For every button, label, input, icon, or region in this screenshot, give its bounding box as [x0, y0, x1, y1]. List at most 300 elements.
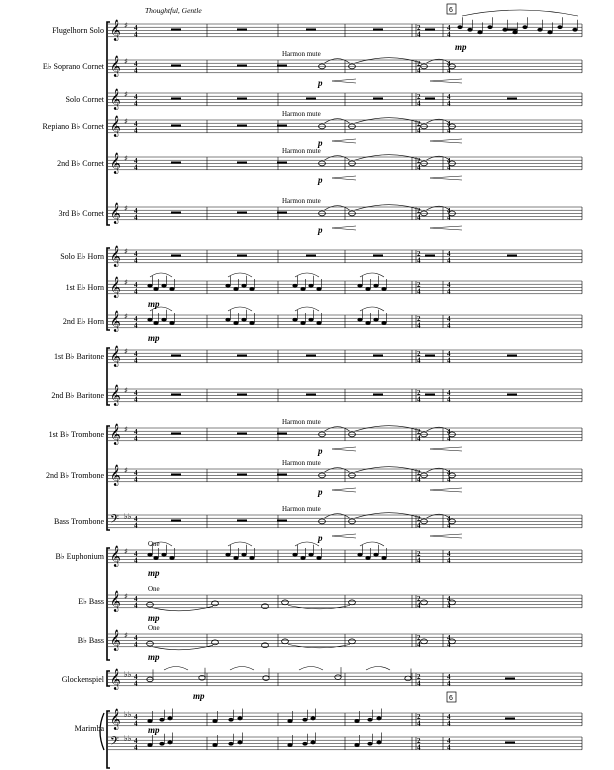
time-sig-return-bottom: 4	[447, 213, 451, 222]
treble-clef-icon: 𝄞	[110, 116, 121, 137]
time-sig-return-top: 4	[447, 713, 451, 721]
whole-rest-icon	[277, 211, 287, 213]
note-head	[522, 25, 527, 29]
crescendo-hairpin	[332, 447, 356, 451]
note-head	[365, 287, 370, 291]
time-sig-return-top: 4	[447, 673, 451, 681]
note-head	[241, 318, 246, 322]
crescendo-hairpin	[332, 226, 356, 230]
treble-clef-icon: 𝄞	[110, 385, 121, 406]
performance-annotation: Harmon mute	[282, 505, 321, 513]
time-sig-top: 4	[134, 120, 138, 128]
note-head	[169, 321, 174, 325]
time-sig-return-top: 4	[447, 24, 451, 32]
sharp-icon: ♯	[124, 21, 128, 30]
time-sig-change-bottom: 4	[417, 356, 421, 365]
dynamic-marking: mp	[148, 652, 160, 662]
time-sig-return-bottom: 4	[447, 743, 451, 752]
instrument-label: E♭ Bass	[78, 597, 104, 606]
sharp-icon: ♯	[124, 312, 128, 321]
staff-systems	[100, 10, 582, 768]
time-sig-return-bottom: 4	[447, 601, 451, 610]
treble-clef-icon: 𝄞	[110, 669, 121, 690]
sharp-icon: ♯	[124, 117, 128, 126]
slur	[295, 273, 319, 277]
time-sig-top: 4	[134, 634, 138, 642]
note-head	[249, 556, 254, 560]
time-sig-return-top: 4	[447, 157, 451, 165]
treble-clef-icon: 𝄞	[110, 591, 121, 612]
time-sig-top: 4	[134, 24, 138, 32]
slur	[228, 542, 252, 546]
time-sig-top: 4	[134, 595, 138, 603]
time-sig-bottom: 4	[134, 679, 138, 688]
time-sig-change-bottom: 4	[417, 163, 421, 172]
time-sig-change-top: 2	[417, 350, 421, 358]
instrument-label: 1st E♭ Horn	[65, 283, 104, 292]
time-sig-change-bottom: 4	[417, 434, 421, 443]
staff-solo-cornet	[108, 89, 582, 110]
note-head	[357, 553, 362, 557]
staff-repiano-b-cornet	[108, 110, 582, 148]
slur	[360, 542, 384, 546]
performance-annotation: One	[148, 585, 160, 593]
time-sig-bottom: 4	[134, 66, 138, 75]
note-head	[292, 318, 297, 322]
time-sig-return-bottom: 4	[447, 126, 451, 135]
treble-clef-icon: 𝄞	[110, 89, 121, 110]
instrument-label: 2nd E♭ Horn	[62, 317, 104, 326]
note-head	[547, 30, 552, 34]
dynamic-marking: mp	[148, 613, 160, 623]
treble-clef-icon: 𝄞	[110, 277, 121, 298]
dynamic-marking: mp	[455, 42, 467, 52]
whole-rest-icon	[505, 677, 515, 679]
sharp-icon: ♯	[124, 204, 128, 213]
dynamic-marking: p	[318, 225, 323, 235]
whole-rest-icon	[171, 97, 181, 99]
staff-1st-b-baritone	[108, 346, 582, 367]
time-sig-return-bottom: 4	[447, 287, 451, 296]
time-sig-change-bottom: 4	[417, 287, 421, 296]
flat-icon: ♭♭	[124, 734, 132, 743]
performance-annotation: Harmon mute	[282, 197, 321, 205]
note-head	[212, 719, 217, 723]
note-head	[161, 318, 166, 322]
note-head	[477, 30, 482, 34]
instrument-label: 2nd B♭ Cornet	[57, 159, 104, 168]
note-head	[169, 287, 174, 291]
whole-rest-icon	[505, 741, 515, 743]
time-sig-return-top: 4	[447, 207, 451, 215]
time-sig-bottom: 4	[134, 640, 138, 649]
time-sig-top: 4	[134, 713, 138, 721]
time-sig-change-bottom: 4	[417, 556, 421, 565]
staff-b-bass	[108, 624, 582, 662]
note-head	[502, 28, 507, 32]
time-sig-return-bottom: 4	[447, 99, 451, 108]
note-head	[316, 287, 321, 291]
time-sig-return-bottom: 4	[447, 434, 451, 443]
time-sig-top: 4	[134, 157, 138, 165]
note-head	[357, 284, 362, 288]
whole-rest-icon	[306, 354, 316, 356]
instrument-label: Flugelhorn Solo	[52, 26, 104, 35]
treble-clef-icon: 𝄞	[110, 630, 121, 651]
note-head	[167, 717, 172, 721]
note-head	[147, 719, 152, 723]
treble-clef-icon: 𝄞	[110, 311, 121, 332]
time-sig-top: 4	[134, 428, 138, 436]
slur	[295, 307, 319, 311]
note-head	[225, 284, 230, 288]
whole-rest-icon	[237, 432, 247, 434]
time-sig-top: 4	[134, 673, 138, 681]
time-sig-top: 4	[134, 60, 138, 68]
time-sig-return-bottom: 4	[447, 679, 451, 688]
rehearsal-mark-bottom: 6	[449, 695, 453, 702]
instrument-label: 1st B♭ Trombone	[48, 430, 104, 439]
note-head	[557, 25, 562, 29]
time-sig-top: 4	[134, 93, 138, 101]
note-head	[237, 717, 242, 721]
performance-annotation: Harmon mute	[282, 418, 321, 426]
time-sig-change-bottom: 4	[417, 30, 421, 39]
time-sig-bottom: 4	[134, 126, 138, 135]
time-sig-return-top: 4	[447, 469, 451, 477]
note-head	[292, 284, 297, 288]
whole-rest-icon	[171, 354, 181, 356]
time-sig-top: 4	[134, 550, 138, 558]
note-head	[159, 742, 164, 746]
time-sig-top: 4	[134, 737, 138, 745]
sharp-icon: ♯	[124, 425, 128, 434]
whole-rest-icon	[373, 393, 383, 395]
treble-clef-icon: 𝄞	[110, 20, 121, 41]
dynamic-marking: mp	[193, 691, 205, 701]
treble-clef-icon: 𝄞	[110, 546, 121, 567]
time-sig-bottom: 4	[134, 556, 138, 565]
whole-rest-icon	[171, 254, 181, 256]
time-sig-change-bottom: 4	[417, 719, 421, 728]
note-head	[212, 743, 217, 747]
time-sig-bottom: 4	[134, 434, 138, 443]
note-head	[300, 556, 305, 560]
time-sig-top: 4	[134, 250, 138, 258]
whole-rest-icon	[306, 28, 316, 30]
crescendo-hairpin	[430, 488, 462, 492]
instrument-label: Solo E♭ Horn	[60, 252, 104, 261]
tie	[324, 514, 350, 519]
crescendo-hairpin	[430, 226, 462, 230]
note-head	[365, 321, 370, 325]
whole-rest-icon	[277, 124, 287, 126]
sharp-icon: ♯	[124, 154, 128, 163]
time-sig-change-top: 2	[417, 713, 421, 721]
whole-rest-icon	[507, 97, 517, 99]
time-sig-change-bottom: 4	[417, 256, 421, 265]
note-head	[335, 675, 341, 680]
instrument-label: Bass Trombone	[53, 517, 104, 526]
time-sig-change-top: 2	[417, 673, 421, 681]
time-sig-change-bottom: 4	[417, 679, 421, 688]
time-sig-bottom: 4	[134, 287, 138, 296]
staff-1st-e-horn	[108, 273, 582, 309]
note-head	[225, 553, 230, 557]
dynamic-marking: mp	[148, 568, 160, 578]
instrument-label: E♭ Soprano Cornet	[42, 62, 104, 71]
whole-rest-icon	[277, 519, 287, 521]
slur	[228, 273, 252, 277]
dynamic-marking: p	[318, 487, 323, 497]
note-head	[147, 743, 152, 747]
note-head	[457, 25, 462, 29]
time-sig-bottom: 4	[134, 719, 138, 728]
staff-2nd-b-baritone	[108, 385, 582, 406]
time-sig-bottom: 4	[134, 356, 138, 365]
time-sig-return-bottom: 4	[447, 356, 451, 365]
staff-marimba	[100, 708, 582, 751]
note-head	[241, 553, 246, 557]
sharp-icon: ♯	[124, 57, 128, 66]
crescendo-hairpin	[430, 79, 462, 83]
whole-rest-icon	[171, 519, 181, 521]
whole-rest-icon	[373, 254, 383, 256]
crescendo-hairpin	[430, 176, 462, 180]
tie	[288, 605, 350, 609]
time-sig-change-top: 2	[417, 207, 421, 215]
sharp-icon: ♯	[124, 631, 128, 640]
whole-rest-icon	[237, 211, 247, 213]
note-head	[376, 741, 381, 745]
note-head	[349, 600, 356, 605]
time-sig-change-top: 2	[417, 469, 421, 477]
note-head	[381, 556, 386, 560]
dynamic-marking: p	[318, 138, 323, 148]
flat-icon: ♭♭	[124, 512, 132, 521]
time-sig-top: 4	[134, 389, 138, 397]
note-head	[249, 287, 254, 291]
time-sig-return-top: 4	[447, 250, 451, 258]
note-head	[367, 718, 372, 722]
whole-rest-icon	[237, 64, 247, 66]
time-sig-bottom: 4	[134, 395, 138, 404]
note-head	[292, 553, 297, 557]
note-head	[237, 741, 242, 745]
note-head	[421, 600, 428, 605]
note-head	[225, 318, 230, 322]
time-sig-top: 4	[134, 281, 138, 289]
instrument-label: 3rd B♭ Cornet	[58, 209, 104, 218]
tie	[324, 427, 350, 432]
sharp-icon: ♯	[124, 592, 128, 601]
note-head	[381, 287, 386, 291]
note-head	[373, 284, 378, 288]
instrument-label: 2nd B♭ Trombone	[45, 471, 104, 480]
time-sig-return-top: 4	[447, 93, 451, 101]
treble-clef-icon: 𝄞	[110, 246, 121, 267]
time-sig-return-top: 4	[447, 350, 451, 358]
time-sig-change-bottom: 4	[417, 126, 421, 135]
whole-rest-icon	[425, 254, 435, 256]
treble-clef-icon: 𝄞	[110, 465, 121, 486]
note-head	[147, 553, 152, 557]
note-head	[153, 321, 158, 325]
treble-clef-icon: 𝄞	[110, 56, 121, 77]
staff-e-soprano-cornet	[108, 50, 582, 88]
note-head	[169, 556, 174, 560]
note-head	[302, 742, 307, 746]
whole-rest-icon	[425, 354, 435, 356]
performance-annotation: Harmon mute	[282, 50, 321, 58]
crescendo-hairpin	[332, 488, 356, 492]
time-sig-change-top: 2	[417, 737, 421, 745]
whole-rest-icon	[507, 354, 517, 356]
whole-rest-icon	[237, 354, 247, 356]
dynamic-marking: p	[318, 533, 323, 543]
note-head	[381, 321, 386, 325]
sharp-icon: ♯	[124, 386, 128, 395]
treble-clef-icon: 𝄞	[110, 709, 121, 730]
note-head	[512, 30, 517, 34]
instrument-label: Solo Cornet	[65, 95, 104, 104]
note-head	[421, 639, 428, 644]
crescendo-hairpin	[332, 79, 356, 83]
time-sig-change-top: 2	[417, 315, 421, 323]
note-head	[153, 287, 158, 291]
dynamic-marking: p	[318, 175, 323, 185]
time-sig-top: 4	[134, 469, 138, 477]
whole-rest-icon	[507, 254, 517, 256]
time-sig-change-top: 2	[417, 120, 421, 128]
whole-rest-icon	[237, 254, 247, 256]
whole-rest-icon	[237, 124, 247, 126]
slur	[462, 10, 578, 16]
whole-rest-icon	[373, 28, 383, 30]
note-head	[233, 321, 238, 325]
tie	[288, 644, 350, 648]
time-sig-return-bottom: 4	[447, 321, 451, 330]
note-head	[354, 743, 359, 747]
time-sig-return-bottom: 4	[447, 395, 451, 404]
whole-rest-icon	[171, 432, 181, 434]
time-sig-bottom: 4	[134, 601, 138, 610]
note-head	[287, 719, 292, 723]
slur	[360, 307, 384, 311]
dynamic-marking: mp	[148, 299, 160, 309]
whole-rest-icon	[306, 254, 316, 256]
instrument-label: 2nd B♭ Baritone	[51, 391, 104, 400]
slur	[230, 667, 254, 671]
time-sig-bottom: 4	[134, 475, 138, 484]
note-head	[537, 28, 542, 32]
note-head	[308, 318, 313, 322]
tie	[324, 59, 350, 64]
sharp-icon: ♯	[124, 278, 128, 287]
time-sig-return-top: 4	[447, 281, 451, 289]
time-sig-change-top: 2	[417, 250, 421, 258]
note-head	[249, 321, 254, 325]
note-head	[308, 553, 313, 557]
whole-rest-icon	[237, 519, 247, 521]
time-sig-change-top: 2	[417, 281, 421, 289]
time-sig-change-top: 2	[417, 428, 421, 436]
note-head	[228, 742, 233, 746]
note-head	[316, 321, 321, 325]
performance-annotation: Harmon mute	[282, 459, 321, 467]
whole-rest-icon	[306, 393, 316, 395]
crescendo-hairpin	[332, 534, 356, 538]
note-head	[159, 718, 164, 722]
whole-rest-icon	[237, 161, 247, 163]
whole-rest-icon	[425, 28, 435, 30]
time-sig-return-top: 4	[447, 737, 451, 745]
bass-clef-icon: 𝄢	[110, 513, 120, 529]
whole-rest-icon	[237, 473, 247, 475]
sharp-icon: ♯	[124, 247, 128, 256]
time-sig-return-bottom: 4	[447, 30, 451, 39]
slur	[152, 606, 213, 610]
performance-annotation: Harmon mute	[282, 147, 321, 155]
note-head	[572, 28, 577, 32]
rehearsal-mark-top: 6	[449, 7, 453, 14]
slur	[150, 273, 172, 277]
time-sig-change-top: 2	[417, 389, 421, 397]
time-sig-return-top: 4	[447, 389, 451, 397]
instrument-label: Glockenspiel	[61, 675, 104, 684]
time-sig-change-bottom: 4	[417, 743, 421, 752]
whole-rest-icon	[171, 473, 181, 475]
sharp-icon: ♯	[124, 547, 128, 556]
time-sig-return-top: 4	[447, 60, 451, 68]
staff-1st-b-trombone	[108, 418, 582, 456]
time-sig-return-top: 4	[447, 315, 451, 323]
instrument-label: Repiano B♭ Cornet	[42, 122, 104, 131]
time-sig-change-bottom: 4	[417, 521, 421, 530]
dynamic-marking: p	[318, 78, 323, 88]
note-head	[308, 284, 313, 288]
whole-rest-icon	[277, 161, 287, 163]
time-sig-top: 4	[134, 315, 138, 323]
sharp-icon: ♯	[124, 90, 128, 99]
time-sig-change-bottom: 4	[417, 213, 421, 222]
staff-2nd-b-cornet	[108, 147, 582, 185]
staff-e-bass	[108, 585, 582, 623]
time-sig-bottom: 4	[134, 163, 138, 172]
staff-b-euphonium	[108, 540, 582, 578]
flat-icon: ♭♭	[124, 710, 132, 719]
time-sig-return-bottom: 4	[447, 256, 451, 265]
time-sig-return-top: 4	[447, 634, 451, 642]
slur	[295, 542, 319, 546]
staff-3rd-b-cornet	[108, 197, 582, 235]
time-sig-change-bottom: 4	[417, 66, 421, 75]
time-sig-top: 4	[134, 207, 138, 215]
time-sig-return-bottom: 4	[447, 640, 451, 649]
instrument-label: B♭ Euphonium	[55, 552, 104, 561]
performance-annotation: One	[148, 540, 160, 548]
time-sig-change-bottom: 4	[417, 601, 421, 610]
time-sig-top: 4	[134, 350, 138, 358]
note-head	[357, 318, 362, 322]
note-head	[153, 556, 158, 560]
note-head	[282, 639, 289, 644]
time-sig-change-top: 2	[417, 515, 421, 523]
whole-rest-icon	[237, 393, 247, 395]
dynamic-marking: mp	[148, 333, 160, 343]
staff-solo-e-horn	[108, 246, 582, 267]
note-head	[354, 719, 359, 723]
